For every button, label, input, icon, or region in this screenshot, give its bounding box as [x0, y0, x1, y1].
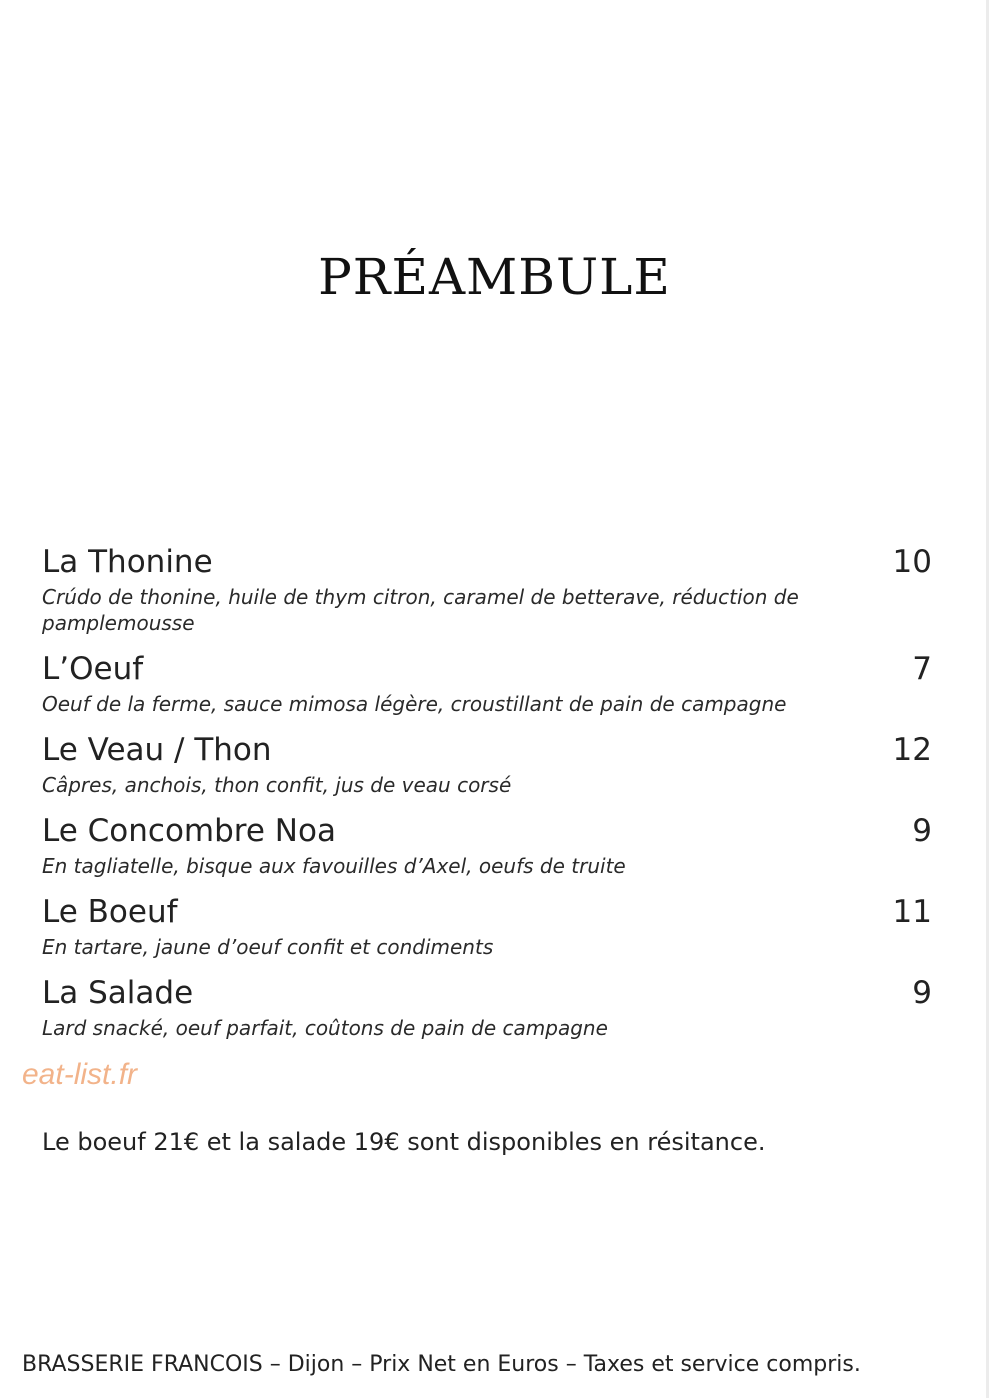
menu-item-name: La Thonine — [42, 544, 213, 580]
resistance-note: Le boeuf 21€ et la salade 19€ sont disponibles en résitance. — [42, 1128, 766, 1156]
menu-item — [42, 728, 932, 809]
menu-item — [42, 647, 932, 728]
menu-item-price: 12 — [892, 732, 932, 768]
menu-item-name: Le Concombre Noa — [42, 813, 336, 849]
footer-text: BRASSERIE FRANCOIS – Dijon – Prix Net en Euros – Taxes et service compris. — [22, 1352, 861, 1377]
menu-item-price: 7 — [912, 651, 932, 687]
menu-item-price: 9 — [912, 975, 932, 1011]
menu-item-name: La Salade — [42, 975, 194, 1011]
menu-item-description: Câpres, anchois, thon confit, jus de veau corsé — [42, 773, 512, 797]
menu-list — [42, 540, 932, 1052]
menu-item — [42, 971, 932, 1052]
watermark: eat-list.fr — [22, 1058, 138, 1091]
menu-item-price: 9 — [912, 813, 932, 849]
menu-item-name: L’Oeuf — [42, 651, 144, 687]
menu-item-description: Oeuf de la ferme, sauce mimosa légère, croustillant de pain de campagne — [42, 692, 787, 716]
menu-item-name: Le Boeuf — [42, 894, 178, 930]
menu-item-price: 10 — [892, 544, 932, 580]
menu-item-description: En tagliatelle, bisque aux favouilles d’Axel, oeufs de truite — [42, 854, 626, 878]
menu-item — [42, 540, 932, 647]
menu-item-name: Le Veau / Thon — [42, 732, 272, 768]
menu-item — [42, 809, 932, 890]
page-title: PRÉAMBULE — [318, 248, 671, 306]
menu-item-description: Lard snacké, oeuf parfait, coûtons de pain de campagne — [42, 1016, 608, 1040]
menu-item — [42, 890, 932, 971]
menu-item-description: En tartare, jaune d’oeuf confit et condiments — [42, 935, 494, 959]
menu-item-price: 11 — [892, 894, 932, 930]
menu-item-description: Crúdo de thonine, huile de thym citron, caramel de betterave, réduction de pamplemousse — [42, 585, 799, 635]
